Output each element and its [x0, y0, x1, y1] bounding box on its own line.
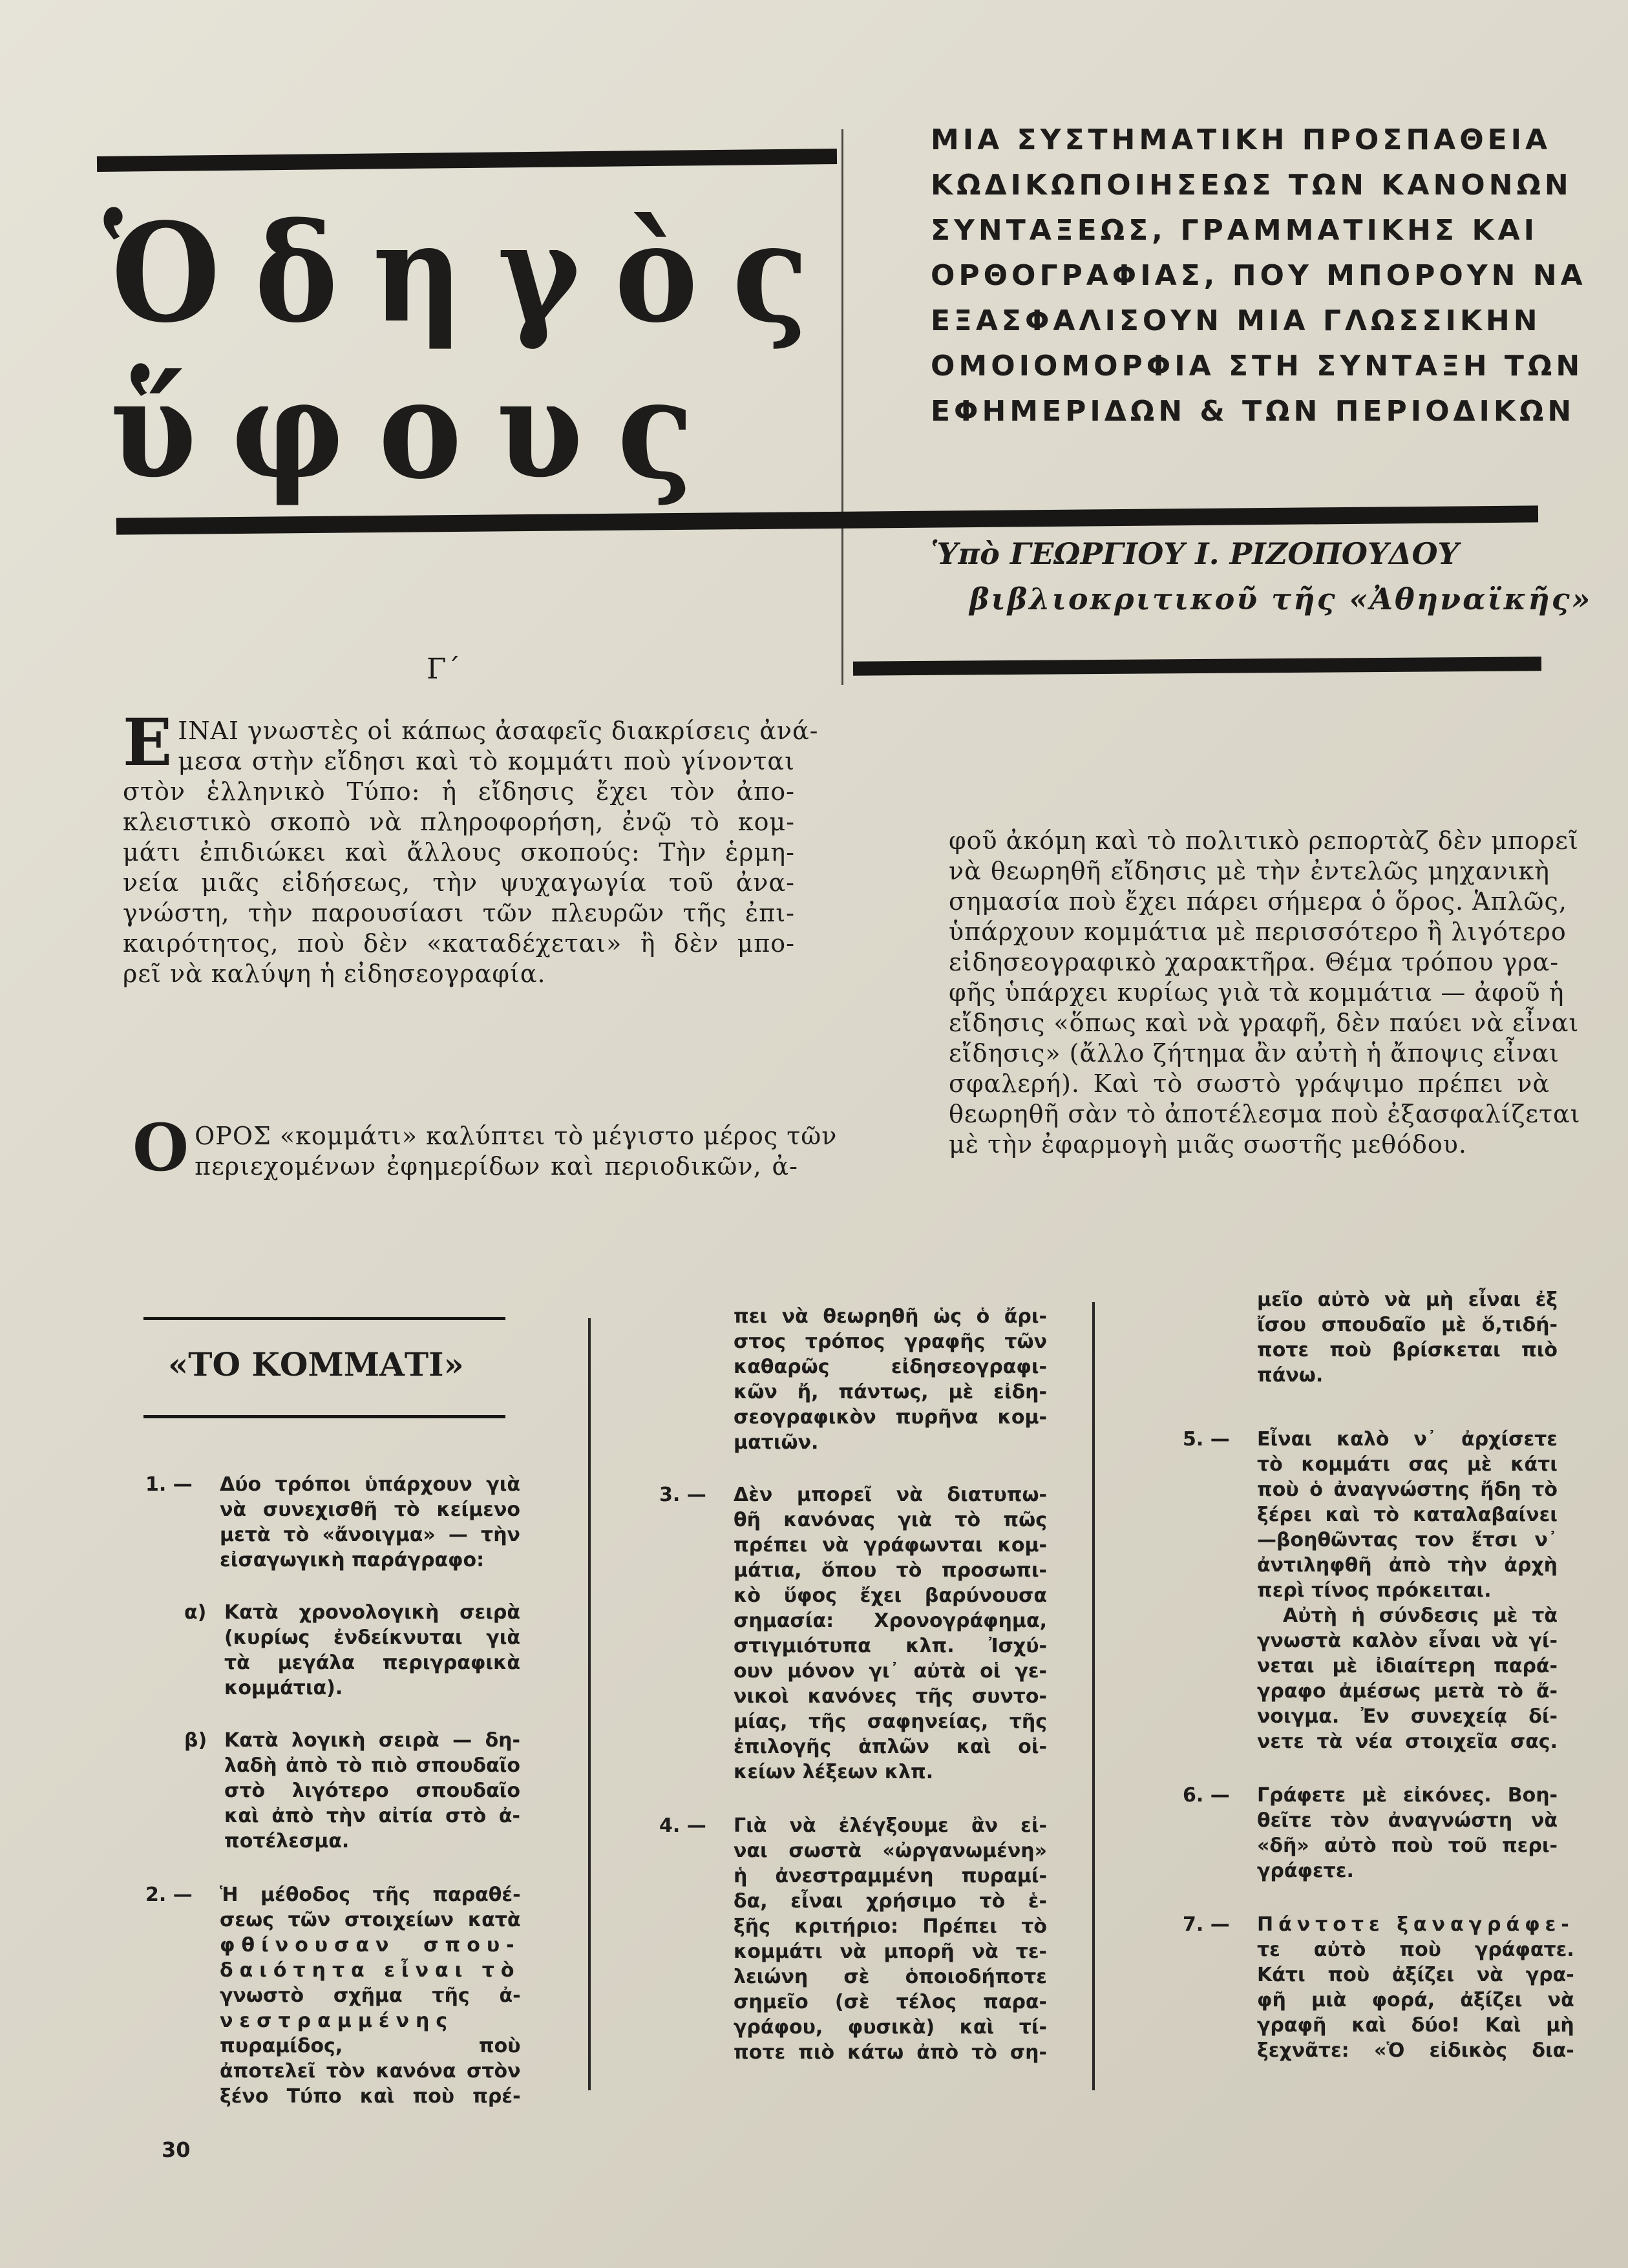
item-line: ποὺ ὁ ἀναγνώστης ἤδη τὸ	[1257, 1478, 1558, 1501]
intro-line: μάτι ἐπιδιώκει καὶ ἄλλους σκοπούς: Τὴν ἑρμη-	[123, 838, 795, 866]
item-line: ποτέλεσμα.	[224, 1830, 350, 1853]
tagline-line: ΜΙΑ ΣΥΣΤΗΜΑΤΙΚΗ ΠΡΟΣΠΑΘΕΙΑ	[931, 123, 1552, 156]
tagline-line: ΕΞΑΣΦΑΛΙΣΟΥΝ ΜΙΑ ΓΛΩΣΣΙΚΗΝ	[931, 304, 1541, 337]
item-line: ουν μόνον γι᾽ αὐτὰ οἱ γε-	[734, 1660, 1047, 1683]
second-line: ΟΡΟΣ «κομμάτι» καλύπτει τὸ μέγιστο μέρος τῶν	[195, 1122, 838, 1150]
item-line: τε αὐτὸ ποὺ γράφατε.	[1257, 1938, 1574, 1961]
item-line: στος τρόπος γραφῆς τῶν	[734, 1330, 1047, 1353]
item-line: στὸ λιγότερο σπουδαῖο	[224, 1780, 520, 1802]
item-text	[734, 1813, 1047, 2065]
item-line: κείων λέξεων κλπ.	[734, 1761, 934, 1783]
item-number: 3. —	[659, 1484, 706, 1506]
title-line2: ὕφους	[110, 350, 728, 509]
item-line: πρέπει νὰ γράφωνται κομ-	[734, 1534, 1047, 1557]
section-title: «ΤΟ ΚΟΜΜΑΤΙ»	[168, 1345, 464, 1383]
item-letter: β)	[184, 1729, 207, 1752]
item-line: γραφῆ καὶ δύο! Καὶ μὴ	[1257, 2014, 1574, 2037]
right-line: σημασία ποὺ ἔχει πάρει σήμερα ὁ ὅρος. Ἁπλῶς,	[949, 887, 1567, 916]
item-line: καὶ ἀπὸ τὴν αἰτία στὸ ἀ-	[224, 1805, 520, 1827]
middle-rule	[116, 505, 1538, 534]
item-text	[1257, 1912, 1574, 2063]
continued-text	[1257, 1287, 1558, 1388]
item-line: γράφου, φυσικὰ) καὶ τί-	[734, 2016, 1047, 2039]
item-line: «δῆ» αὐτὸ ποὺ τοῦ περι-	[1257, 1834, 1558, 1857]
item-line: κομμάτια).	[224, 1677, 343, 1699]
item-line: καθαρῶς εἰδησεογραφι-	[734, 1356, 1047, 1378]
tagline-line: ΟΜΟΙΟΜΟΡΦΙΑ ΣΤΗ ΣΥΝΤΑΞΗ ΤΩΝ	[931, 350, 1584, 383]
second-dropcap: Ο	[132, 1109, 190, 1186]
item-line: ἡ ἀνεστραμμένη πυραμί-	[734, 1865, 1047, 1887]
item-line: φῆ μιὰ φορά, ἀξίζει νὰ	[1257, 1989, 1574, 2011]
item-line: ξέρει καὶ τὸ καταλαβαίνει	[1257, 1504, 1558, 1526]
tagline	[931, 118, 1587, 434]
item-line: Γράφετε μὲ εἰκόνες. Βοη-	[1257, 1784, 1558, 1807]
item-line: θεῖτε τὸν ἀναγνώστη νὰ	[1257, 1809, 1558, 1832]
right-line: ὑπάρχουν κομμάτια μὲ περισσότερο ἢ λιγότερο	[949, 918, 1567, 946]
tagline-line: ΚΩΔΙΚΩΠΟΙΗΣΕΩΣ ΤΩΝ ΚΑΝΟΝΩΝ	[931, 169, 1572, 202]
continued-text	[734, 1304, 1047, 1455]
column-divider-1	[588, 1318, 591, 2090]
item-line: ναι σωστὰ «ὠργανωμένη»	[734, 1840, 1047, 1862]
item-line: νεστραμμένης	[220, 2010, 454, 2032]
item-line: μετὰ τὸ «ἄνοιγμα» — τὴν	[220, 1524, 520, 1546]
item-letter: α)	[184, 1601, 207, 1624]
item-line: ἴσου σπουδαῖο μὲ ὅ,τιδή-	[1257, 1314, 1558, 1336]
second-line: περιεχομένων ἐφημερίδων καὶ περιοδικῶν, ἀ-	[195, 1152, 798, 1181]
intro-line: καιρότητος, ποὺ δὲν «καταδέχεται» ἢ δὲν μπο-	[123, 929, 795, 958]
item-line: θῆ κανόνας γιὰ τὸ πῶς	[734, 1509, 1047, 1531]
right-line: εἴδησις» (ἄλλο ζήτημα ἂν αὐτὴ ἡ ἄποψις εἶναι	[949, 1039, 1560, 1067]
intro-line: γνώστη, τὴν παρουσίασι τῶν πλευρῶν τῆς ἐπι-	[123, 899, 795, 927]
item-line: μάτια, ὅπου τὸ προσωπι-	[734, 1559, 1047, 1582]
item-line: γνωστὸ σχῆμα τῆς ἀ-	[220, 1984, 521, 2007]
tagline-line: ΟΡΘΟΓΡΑΦΙΑΣ, ΠΟΥ ΜΠΟΡΟΥΝ ΝΑ	[931, 259, 1587, 292]
item-line: δαιότητα εἶναι τὸ	[220, 1959, 521, 1982]
item-text	[220, 1882, 521, 2109]
item-line: Δύο τρόποι ὑπάρχουν γιὰ	[220, 1473, 520, 1496]
item-line: Ἡ μέθοδος τῆς παραθέ-	[220, 1884, 521, 1906]
column-divider-2	[1092, 1302, 1095, 2090]
right-line: μὲ τὴν ἐφαρμογὴ μιᾶς σωστῆς μεθόδου.	[949, 1130, 1467, 1159]
list-item-7	[1183, 1912, 1574, 2063]
item-line: τὰ μεγάλα περιγραφικὰ	[224, 1652, 520, 1674]
list-item-6	[1183, 1783, 1558, 1884]
item-line: ποτε ποὺ βρίσκεται πιὸ	[1257, 1339, 1558, 1361]
item-line: ξένο Τύπο καὶ ποὺ πρέ-	[220, 2085, 521, 2108]
column-3	[1183, 1287, 1574, 2063]
item-line: νὰ συνεχισθῆ τὸ κείμενο	[220, 1498, 520, 1521]
item-line: νοιγμα. Ἐν συνεχείᾳ δί-	[1257, 1705, 1558, 1728]
item-line: Εἶναι καλὸ ν᾽ ἀρχίσετε	[1257, 1428, 1558, 1451]
item-line: κομμάτι νὰ μπορῆ νὰ τε-	[734, 1940, 1047, 1963]
item-line: Κατὰ λογικὴ σειρὰ — δη-	[224, 1729, 520, 1752]
item-line: νεται μὲ ἰδιαίτερη παρά-	[1257, 1655, 1558, 1677]
item-line: πυραμίδος, ποὺ	[220, 2035, 521, 2057]
item-line: περὶ τίνος πρόκειται.	[1257, 1579, 1492, 1602]
item-line: ἀντιληφθῆ ἀπὸ τὴν ἀρχὴ	[1257, 1554, 1558, 1577]
item-number: 5. —	[1183, 1428, 1230, 1451]
intro-dropcap: Ε	[123, 704, 173, 781]
item-line: ποτε πιὸ κάτω ἀπὸ τὸ ση-	[734, 2041, 1047, 2064]
second-paragraph	[132, 1109, 838, 1186]
item-line: ξεχνᾶτε: «Ὁ εἰδικὸς δια-	[1257, 2039, 1574, 2062]
item-line: σεογραφικὸν πυρῆνα κομ-	[734, 1406, 1047, 1429]
intro-line: ρεῖ νὰ καλύψη ἡ εἰδησεογραφία.	[123, 960, 546, 988]
list-item-2	[145, 1882, 520, 2109]
right-line: θεωρηθῆ σὰν τὸ ἀποτέλεσμα ποὺ ἐξασφαλίζεται	[949, 1100, 1581, 1128]
item-line: σημασία: Χρονογράφημα,	[734, 1610, 1047, 1632]
item-line: γνωστὰ καλὸν εἶναι νὰ γί-	[1257, 1630, 1558, 1652]
part-marker: Γ΄	[427, 653, 461, 686]
item-line: ξῆς κριτήριο: Πρέπει τὸ	[734, 1915, 1047, 1938]
intro-line: μεσα στὴν εἴδησι καὶ τὸ κομμάτι ποὺ γίνονται	[178, 747, 795, 775]
tagline-line: ΣΥΝΤΑΞΕΩΣ, ΓΡΑΜΜΑΤΙΚΗΣ ΚΑΙ	[931, 214, 1538, 247]
intro-paragraph	[123, 704, 819, 989]
item-number: 4. —	[659, 1814, 706, 1837]
item-text	[224, 1728, 520, 1854]
item-line: πάνω.	[1257, 1364, 1324, 1387]
item-line: μεῖο αὐτὸ νὰ μὴ εἶναι ἐξ	[1257, 1288, 1558, 1311]
list-item-a	[145, 1600, 520, 1701]
item-line: (κυρίως ἐνδείκνυται γιὰ	[224, 1626, 520, 1649]
intro-line: ΙΝΑΙ γνωστὲς οἱ κάπως ἀσαφεῖς διακρίσεις ἀνά-	[178, 717, 819, 745]
list-item-b	[145, 1728, 520, 1854]
item-line: στιγμιότυπα κλπ. Ἰσχύ-	[734, 1635, 1047, 1657]
item-line: πει νὰ θεωρηθῆ ὡς ὁ ἄρι-	[734, 1305, 1047, 1328]
item-line: νικοὶ κανόνες τῆς συντο-	[734, 1685, 1047, 1708]
intro-line: στὸν ἑλληνικὸ Τύπο: ἡ εἴδησις ἔχει τὸν ἀπο-	[123, 777, 795, 806]
item-line: Κάτι ποὺ ἀξίζει νὰ γρα-	[1257, 1964, 1574, 1986]
item-line: φθίνουσαν σπου-	[220, 1934, 521, 1957]
right-paragraph	[949, 826, 1581, 1160]
item-line: ματιῶν.	[734, 1431, 819, 1454]
intro-line: κλειστικὸ σκοπὸ νὰ πληροφορήση, ἐνῷ τὸ κομ-	[123, 808, 795, 836]
column-2	[659, 1304, 1047, 2065]
item-text	[1257, 1783, 1558, 1884]
item-line: γράφετε.	[1257, 1860, 1354, 1882]
column-1	[145, 1472, 520, 2109]
item-line: σημεῖο (σὲ τέλος παρα-	[734, 1991, 1047, 2013]
item-line: λειώνη σὲ ὁποιοδήποτε	[734, 1966, 1047, 1988]
item-line: μίας, τῆς σαφηνείας, τῆς	[734, 1710, 1047, 1733]
item-line: λαδὴ ἀπὸ τὸ πιὸ σπουδαῖο	[224, 1754, 520, 1777]
byline-author: Ὑπὸ ΓΕΩΡΓΙΟΥ Ι. ΡΙΖΟΠΟΥΔΟΥ	[931, 536, 1459, 571]
item-line: νετε τὰ νέα στοιχεῖα σας.	[1257, 1730, 1558, 1753]
section-rule-bottom	[143, 1415, 505, 1418]
right-line: φοῦ ἀκόμη καὶ τὸ πολιτικὸ ρεπορτὰζ δὲν μπορεῖ	[949, 826, 1579, 855]
item-text	[1257, 1427, 1558, 1754]
item-number: 2. —	[145, 1884, 193, 1906]
item-line: ἐπιλογῆς ἁπλῶν καὶ οἰ-	[734, 1736, 1047, 1758]
item-line: δα, εἶναι χρήσιμο τὸ ἑ-	[734, 1890, 1047, 1913]
list-item-4	[659, 1813, 1047, 2065]
top-rule	[97, 149, 837, 172]
section-rule-top	[143, 1317, 505, 1320]
item-line: κὸ ὕφος ἔχει βαρύνουσα	[734, 1584, 1047, 1607]
byline-role: βιβλιοκριτικοῦ τῆς «Ἀθηναϊκῆς»	[969, 582, 1592, 616]
item-number: 7. —	[1183, 1913, 1230, 1936]
item-number: 6. —	[1183, 1784, 1230, 1807]
item-line: Κατὰ χρονολογικὴ σειρὰ	[224, 1601, 520, 1624]
item-line: σεως τῶν στοιχείων κατὰ	[220, 1909, 521, 1931]
right-line: εἰδησεογραφικὸ χαρακτῆρα. Θέμα τρόπου γρα-	[949, 948, 1559, 976]
item-line: Πάντοτε ξαναγράφε-	[1257, 1913, 1574, 1936]
list-item-5	[1183, 1427, 1558, 1754]
page-number: 30	[162, 2137, 191, 2162]
item-text	[734, 1482, 1047, 1785]
item-text	[224, 1600, 520, 1701]
title-line1: Ὁδηγὸς	[103, 193, 843, 353]
tagline-line: ΕΦΗΜΕΡΙΔΩΝ & ΤΩΝ ΠΕΡΙΟΔΙΚΩΝ	[931, 395, 1576, 428]
item-line: τὸ κομμάτι σας μὲ κάτι	[1257, 1453, 1558, 1476]
list-item-1	[145, 1472, 520, 1573]
item-line: ἀποτελεῖ τὸν κανόνα στὸν	[220, 2060, 521, 2083]
item-number: 1. —	[145, 1473, 193, 1496]
right-line: φῆς ὑπάρχει κυρίως γιὰ τὰ κομμάτια — ἀφοῦ ἡ	[949, 978, 1565, 1007]
item-line: —βοηθῶντας τον ἔτσι ν᾽	[1257, 1529, 1558, 1551]
item-line: κῶν ἤ, πάντως, μὲ εἰδη-	[734, 1381, 1047, 1403]
right-line: εἴδησις «ὅπως καὶ νὰ γραφῆ, δὲν παύει νὰ εἶναι	[949, 1009, 1580, 1037]
list-item-3	[659, 1482, 1047, 1785]
right-line: σφαλερή). Καὶ τὸ σωστὸ γράψιμο πρέπει νὰ	[949, 1069, 1550, 1098]
item-line: Γιὰ νὰ ἐλέγξουμε ἂν εἰ-	[734, 1814, 1047, 1837]
intro-line: νεία μιᾶς εἰδήσεως, τὴν ψυχαγωγία τοῦ ἀνα-	[123, 868, 795, 897]
item-line: γραφο ἀμέσως μετὰ τὸ ἄ-	[1257, 1680, 1558, 1703]
item-text	[220, 1472, 520, 1573]
right-line: νὰ θεωρηθῆ εἴδησις μὲ τὴν ἐντελῶς μηχανικὴ	[949, 857, 1550, 885]
byline-rule	[853, 656, 1541, 675]
item-line: εἰσαγωγικὴ παράγραφο:	[220, 1549, 485, 1571]
item-line: Αὐτὴ ἡ σύνδεσις μὲ τὰ	[1283, 1604, 1558, 1627]
item-line: Δὲν μπορεῖ νὰ διατυπω-	[734, 1484, 1047, 1506]
